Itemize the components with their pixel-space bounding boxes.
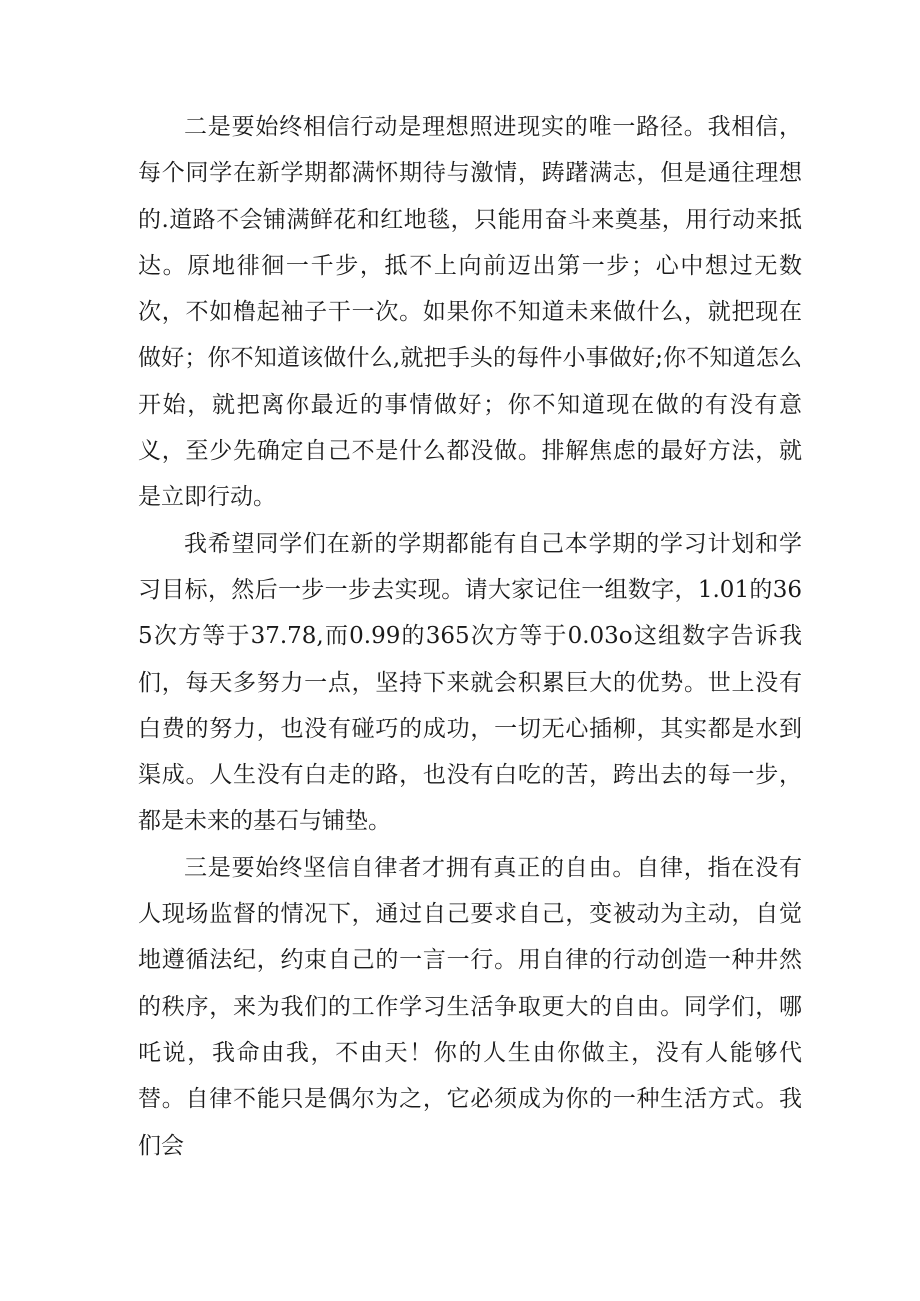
paragraph-self-discipline: 三是要始终坚信自律者才拥有真正的自由。自律，指在没有人现场监督的情况下，通过自己要求自己，变被动为主动，自觉地遵循法纪，约束自己的一言一行。用自律的行动创造一种井然的秩序，来为我们的工作学习生活争取更大的自由。同学们，哪吒说，我命由我，不由天！你的人生由你做主，没有人能够代替。自律不能只是偶尔为之，它必须成为你的一种生活方式。我们会 xyxy=(138,854,802,1159)
paragraph-study-plan: 我希望同学们在新的学期都能有自己本学期的学习计划和学习目标，然后一步一步去实现。请大家记住一组数字，1.01的365次方等于37.78,而0.99的365次方等于0.03o这组数字告诉我们，每天多努力一点，坚持下来就会积累巨大的优势。世上没有白费的努力，也没有碰巧的成功，一切无心插柳，其实都是水到渠成。人生没有白走的路，也没有白吃的苦，跨出去的每一步，都是未来的基石与铺垫。 xyxy=(138,530,802,835)
paragraph-action: 二是要始终相信行动是理想照进现实的唯一路径。我相信，每个同学在新学期都满怀期待与激情，踌躇满志，但是通往理想的.道路不会铺满鲜花和红地毯，只能用奋斗来奠基，用行动来抵达。原地徘徊一千步，抵不上向前迈出第一步；心中想过无数次，不如橹起袖子干一次。如果你不知道未来做什么，就把现在做好；你不知道该做什么,就把手头的每件小事做好;你不知道怎么开始，就把离你最近的事情做好；你不知道现在做的有没有意义，至少先确定自己不是什么都没做。排解焦虑的最好方法，就是立即行动。 xyxy=(138,114,802,511)
document-body xyxy=(138,104,802,1169)
